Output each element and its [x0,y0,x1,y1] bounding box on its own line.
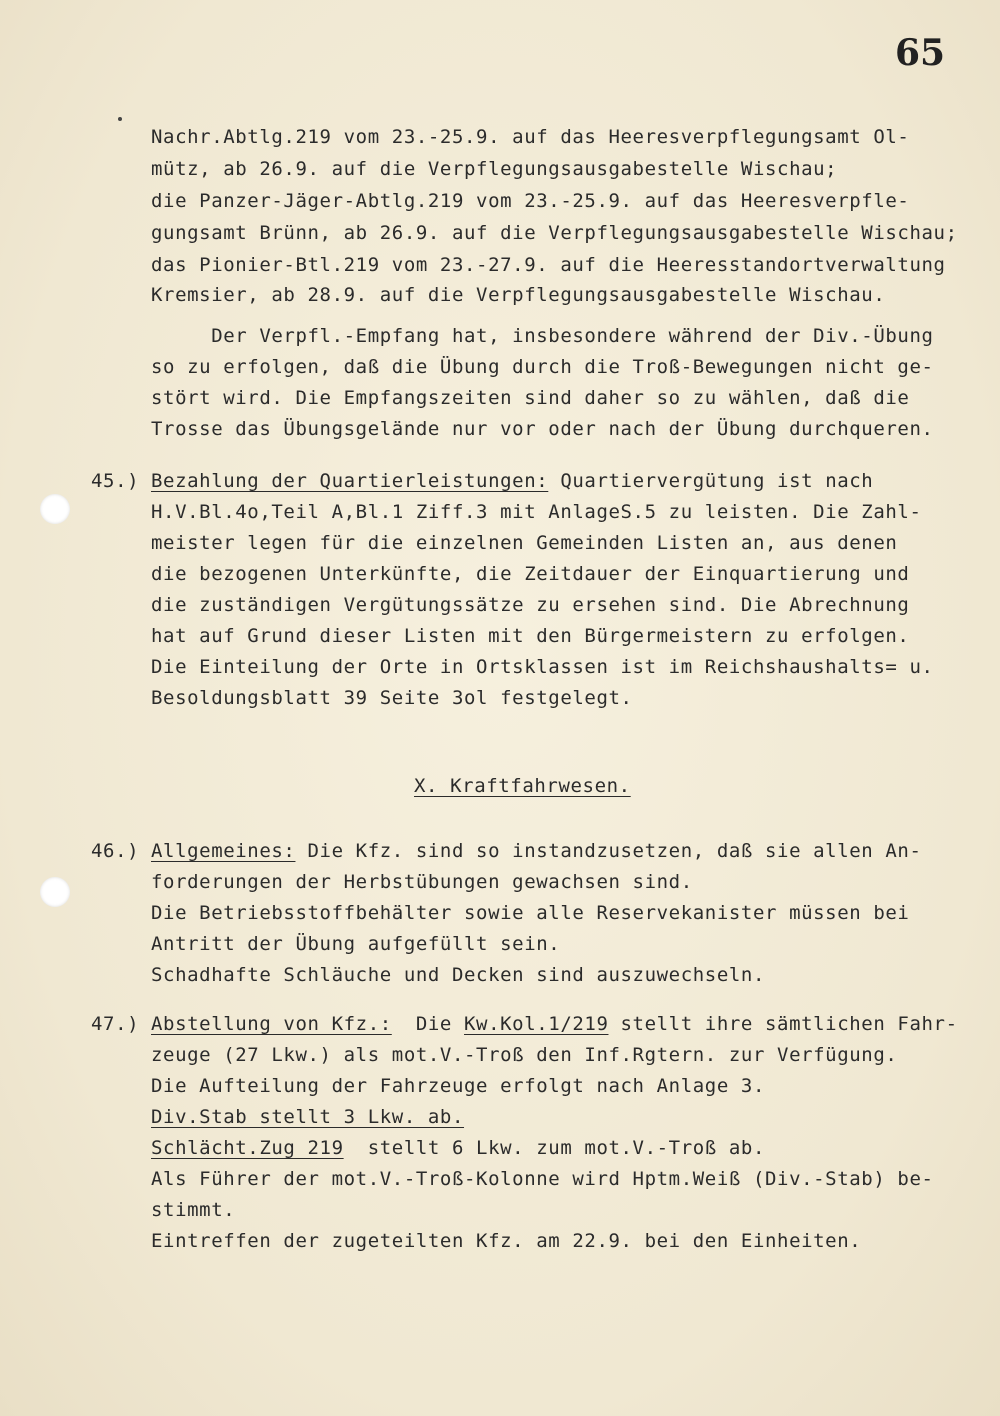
section-46-title: Allgemeines: [151,840,296,862]
section-47-first-line-rest: stellt ihre sämtlichen Fahr- [608,1013,958,1035]
section-46-line: forderungen der Herbstübungen gewachsen sind. [151,871,693,893]
section-47-first-line [151,1013,958,1035]
section-number-46: 46.) [91,840,140,862]
verpfl-line: so zu erfolgen, daß die Übung durch die Troß-Bewegungen nicht ge- [151,356,934,378]
punch-hole-lower [40,877,70,907]
continuation-line: Kremsier, ab 28.9. auf die Verpflegungsausgabestelle Wischau. [151,284,886,306]
section-45-line: meister legen für die einzelnen Gemeinden Listen an, aus denen [151,532,898,554]
section-45-line: Besoldungsblatt 39 Seite 3ol festgelegt. [151,687,633,709]
continuation-line: das Pionier-Btl.219 vom 23.-27.9. auf die Heeresstandortverwaltung [151,254,946,276]
continuation-line: mütz, ab 26.9. auf die Verpflegungsausgabestelle Wischau; [151,158,838,180]
section-45-line: H.V.Bl.4o,Teil A,Bl.1 Ziff.3 mit AnlageS.5 zu leisten. Die Zahl- [151,501,922,523]
continuation-line: die Panzer-Jäger-Abtlg.219 vom 23.-25.9. auf das Heeresverpfle- [151,190,910,212]
section-46-line: Antritt der Übung aufgefüllt sein. [151,933,561,955]
section-47-schlacht-unit: Schlächt.Zug 219 [151,1137,344,1159]
verpfl-line: Der Verpfl.-Empfang hat, insbesondere während der Div.-Übung [151,325,934,347]
section-46-first-line-rest: Die Kfz. sind so instandzusetzen, daß sie allen An- [295,840,922,862]
section-45-line: die bezogenen Unterkünfte, die Zeitdauer der Einquartierung und [151,563,910,585]
section-45-first-line-rest: Quartiervergütung ist nach [548,470,874,492]
section-47-title: Abstellung von Kfz.: [151,1013,392,1035]
section-number-47: 47.) [91,1013,140,1035]
verpfl-line: stört wird. Die Empfangszeiten sind daher so zu wählen, daß die [151,387,910,409]
section-47-schlacht-line [151,1137,765,1159]
punch-hole-upper [40,494,70,524]
section-45-line: Die Einteilung der Orte in Ortsklassen ist im Reichshaushalts= u. [151,656,934,678]
continuation-line: gungsamt Brünn, ab 26.9. auf die Verpflegungsausgabestelle Wischau; [151,222,958,244]
section-47-line: Die Aufteilung der Fahrzeuge erfolgt nach Anlage 3. [151,1075,765,1097]
continuation-line: Nachr.Abtlg.219 vom 23.-25.9. auf das Heeresverpflegungsamt Ol- [151,126,910,148]
section-46-line: Die Betriebsstoffbehälter sowie alle Reservekanister müssen bei [151,902,910,924]
section-45-title: Bezahlung der Quartierleistungen: [151,470,549,492]
page-number: 65 [895,32,946,74]
section-47-mid-text: Die [391,1013,465,1035]
section-45-line: hat auf Grund dieser Listen mit den Bürgermeistern zu erfolgen. [151,625,910,647]
margin-mark [118,117,122,121]
section-47-unit: Kw.Kol.1/219 [464,1013,609,1035]
section-number-45: 45.) [91,470,140,492]
chapter-heading: X. Kraftfahrwesen. [414,775,631,797]
section-46-line: Schadhafte Schläuche und Decken sind auszuwechseln. [151,964,765,986]
section-47-line: Eintreffen der zugeteilten Kfz. am 22.9. bei den Einheiten. [151,1230,862,1252]
verpfl-line: Trosse das Übungsgelände nur vor oder nach der Übung durchqueren. [151,418,934,440]
section-47-line: stimmt. [151,1199,236,1221]
section-47-line: Als Führer der mot.V.-Troß-Kolonne wird Hptm.Weiß (Div.-Stab) be- [151,1168,934,1190]
section-45-first-line [151,470,873,492]
section-47-line: zeuge (27 Lkw.) als mot.V.-Troß den Inf.Rgtern. zur Verfügung. [151,1044,898,1066]
section-45-line: die zuständigen Vergütungssätze zu ersehen sind. Die Abrechnung [151,594,910,616]
section-47-schlacht-rest: stellt 6 Lkw. zum mot.V.-Troß ab. [343,1137,765,1159]
section-47-divstab-line: Div.Stab stellt 3 Lkw. ab. [151,1106,465,1128]
section-46-first-line [151,840,922,862]
